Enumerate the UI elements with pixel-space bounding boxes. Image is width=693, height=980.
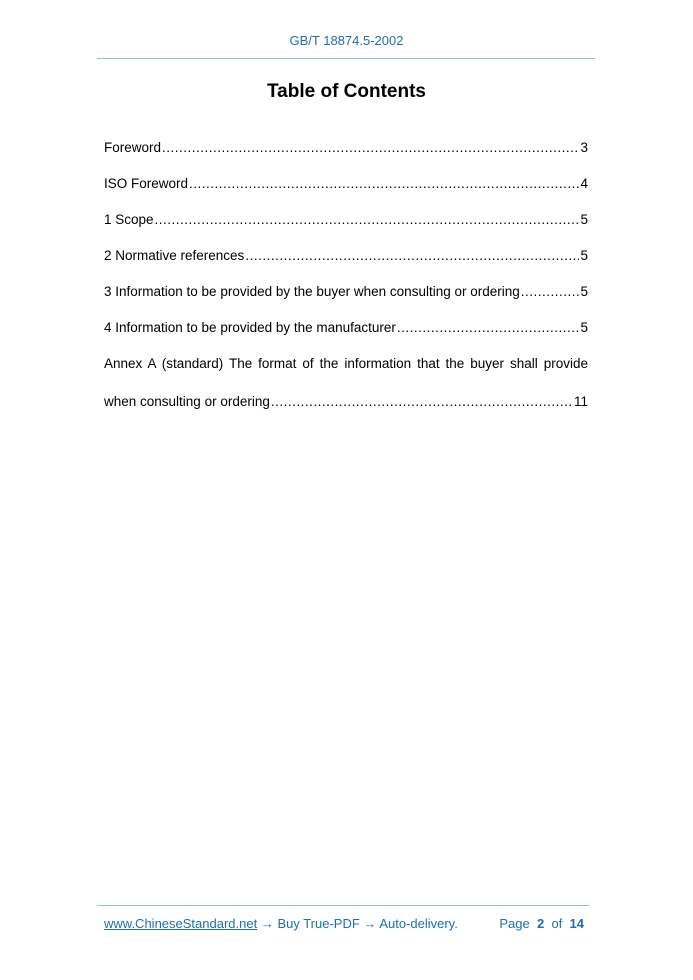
toc-entry-label: 4 Information to be provided by the manufacturer <box>104 320 396 335</box>
toc-entry-label: 2 Normative references <box>104 248 245 263</box>
toc-entry-label: ISO Foreword <box>104 176 189 191</box>
page-title: Table of Contents <box>266 81 427 102</box>
toc-entry-label: 3 Information to be provided by the buyer when consulting or ordering <box>104 284 520 299</box>
footer-divider <box>97 905 589 906</box>
arrow-icon: → <box>359 916 380 931</box>
total-page-count: 14 <box>569 916 584 931</box>
toc-entry-annex-a[interactable] <box>104 393 588 411</box>
toc-entry-label: when consulting or ordering <box>104 394 270 409</box>
toc-entry-manufacturer-information[interactable] <box>104 319 588 337</box>
toc-entry-foreword[interactable] <box>104 139 588 157</box>
website-link[interactable]: www.ChineseStandard.net <box>104 916 258 931</box>
toc-entry-label: Foreword <box>104 140 162 155</box>
buy-true-pdf-text: Buy True-PDF <box>277 916 360 931</box>
toc-entry-page: 5 <box>580 284 588 299</box>
page-number-indicator <box>499 916 584 931</box>
toc-entry-normative-references[interactable] <box>104 247 588 265</box>
dot-leader <box>162 139 579 157</box>
toc-entry-page: 5 <box>580 248 588 263</box>
auto-delivery-text: Auto-delivery. <box>379 916 458 931</box>
current-page-number: 2 <box>536 916 545 931</box>
toc-entry-label: 1 Scope <box>104 212 154 227</box>
toc-entry-iso-foreword[interactable] <box>104 175 588 193</box>
dot-leader <box>155 211 580 229</box>
dot-leader <box>397 319 580 337</box>
toc-entry-annex-a-line1[interactable]: Annex A (standard) The format of the information that the buyer shall provide <box>104 356 588 371</box>
toc-entry-page: 3 <box>580 140 588 155</box>
arrow-icon: → <box>257 916 278 931</box>
toc-entry-scope[interactable] <box>104 211 588 229</box>
dot-leader <box>189 175 579 193</box>
toc-entry-page: 11 <box>573 394 588 409</box>
toc-entry-page: 5 <box>580 320 588 335</box>
page-footer <box>104 916 584 931</box>
dot-leader <box>245 247 579 265</box>
of-word: of <box>551 916 563 931</box>
header-divider <box>97 58 595 59</box>
toc-entry-page: 5 <box>580 212 588 227</box>
page-word: Page <box>499 916 530 931</box>
dot-leader <box>271 393 573 411</box>
toc-entry-page: 4 <box>580 176 588 191</box>
dot-leader <box>521 283 580 301</box>
document-code-header: GB/T 18874.5-2002 <box>289 33 404 48</box>
toc-entry-buyer-information[interactable] <box>104 283 588 301</box>
